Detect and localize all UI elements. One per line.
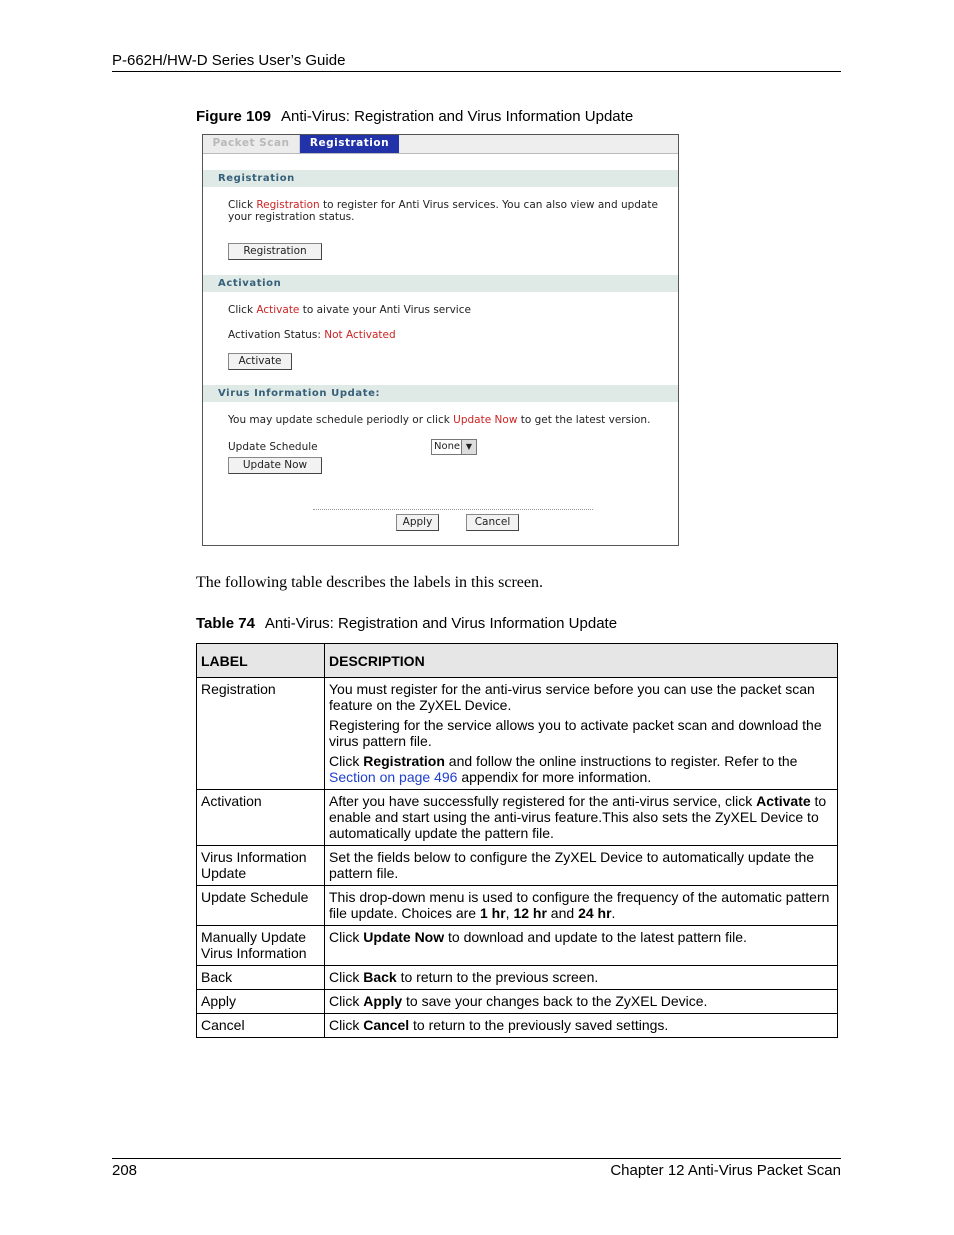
intro-text: The following table describes the labels in this screen. xyxy=(196,574,544,591)
header-description: DESCRIPTION xyxy=(325,644,838,678)
figure-label: Figure 109 xyxy=(196,108,272,125)
update-text: You may update schedule periodly or click Update Now to get the latest version. xyxy=(228,414,651,426)
update-now-link[interactable]: Update Now xyxy=(453,414,518,426)
running-header: P-662H/HW-D Series User’s Guide xyxy=(112,52,346,69)
section-link[interactable]: Section on page 496 xyxy=(329,769,458,785)
cancel-button[interactable]: Cancel xyxy=(466,514,519,531)
table-row: Virus Information Update Set the fields below to configure the ZyXEL Device to automatically update the pattern file. xyxy=(197,846,838,886)
description-table xyxy=(196,643,838,1038)
figure-screenshot xyxy=(202,134,679,546)
table-row: Apply Click Apply to save your changes back to the ZyXEL Device. xyxy=(197,990,838,1014)
table-row: Activation After you have successfully registered for the anti-virus service, click Activate to enable and start using the anti-virus feature.This also sets the ZyXEL Device to automatically update the pattern file. xyxy=(197,790,838,846)
activation-text: Click Activate to aivate your Anti Virus service xyxy=(228,304,471,316)
activate-link[interactable]: Activate xyxy=(256,304,300,316)
page-number: 208 xyxy=(112,1162,138,1179)
chapter-title: Chapter 12 Anti-Virus Packet Scan xyxy=(610,1162,841,1179)
footer-rule xyxy=(112,1158,841,1159)
section-activation: Activation xyxy=(203,275,678,292)
table-title: Anti-Virus: Registration and Virus Information Update xyxy=(264,615,618,632)
chevron-down-icon: ▼ xyxy=(461,440,476,454)
tab-bar xyxy=(203,135,678,154)
activate-button[interactable]: Activate xyxy=(228,353,292,370)
figure-caption xyxy=(196,108,633,125)
activation-status-value: Not Activated xyxy=(324,329,396,341)
update-schedule-select[interactable]: None ▼ xyxy=(431,439,477,455)
table-label: Table 74 xyxy=(196,615,255,632)
tab-packet-scan[interactable]: Packet Scan xyxy=(203,135,300,153)
registration-link[interactable]: Registration xyxy=(256,199,320,211)
registration-text: Click Registration to register for Anti Virus services. You can also view and update your registration status. xyxy=(228,199,658,223)
figure-title: Anti-Virus: Registration and Virus Information Update xyxy=(281,108,634,125)
table-row: Cancel Click Cancel to return to the previously saved settings. xyxy=(197,1014,838,1038)
table-row: Update Schedule This drop-down menu is used to configure the frequency of the automatic pattern file update. Choices are 1 hr, 12 hr and 24 hr. xyxy=(197,886,838,926)
section-registration: Registration xyxy=(203,170,678,187)
divider xyxy=(313,509,593,510)
table-caption xyxy=(196,615,617,632)
update-schedule-label: Update Schedule xyxy=(228,441,318,453)
registration-button[interactable]: Registration xyxy=(228,243,322,260)
update-now-button[interactable]: Update Now xyxy=(228,457,322,474)
header-rule xyxy=(112,71,841,72)
table-row: Back Click Back to return to the previous screen. xyxy=(197,966,838,990)
header-label: LABEL xyxy=(197,644,325,678)
activation-status: Activation Status: Not Activated xyxy=(228,329,396,341)
table-row: Manually Update Virus Information Click Update Now to download and update to the latest pattern file. xyxy=(197,926,838,966)
section-virus-update: Virus Information Update: xyxy=(203,385,678,402)
tab-registration[interactable]: Registration xyxy=(300,135,399,153)
apply-button[interactable]: Apply xyxy=(396,514,439,531)
table-header-row xyxy=(197,644,838,678)
table-row: Registration You must register for the anti-virus service before you can use the packet scan feature on the ZyXEL Device. Registering for the service allows you to activate packet scan and download the virus pattern file. Click Registration and follow the online instructions to register. Refer to the Section on page 496 appendix for more information. xyxy=(197,678,838,790)
